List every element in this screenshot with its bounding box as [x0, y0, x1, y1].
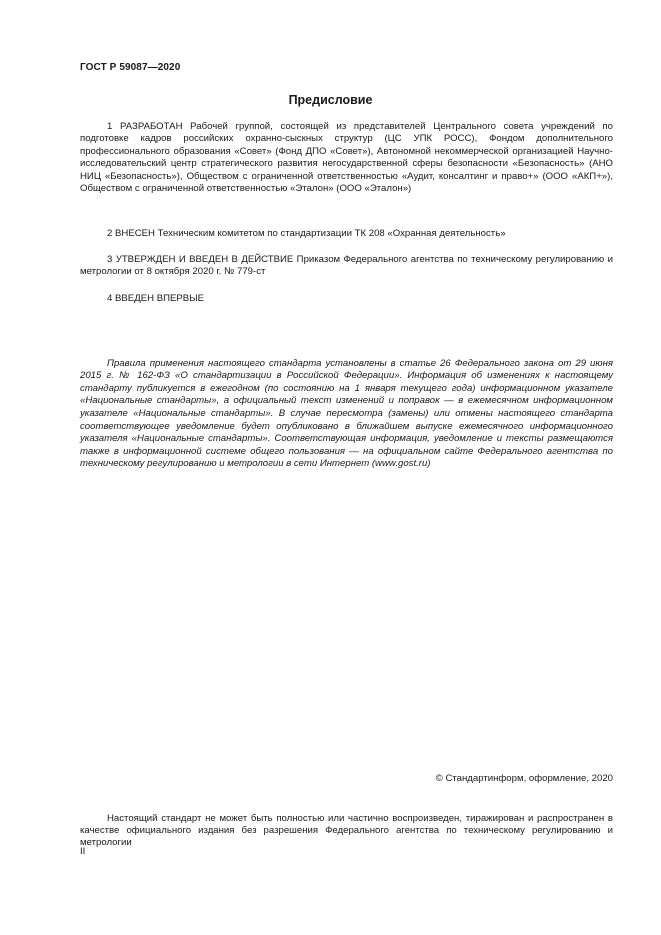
preface-item-2: [80, 228, 613, 240]
preface-item-text: 3 УТВЕРЖДЕН И ВВЕДЕН В ДЕЙСТВИЕ Приказом Федерального агентства по техническому регулированию и метрологии от 8 октября 2020 г. № 779-ст: [80, 254, 613, 278]
standard-id: ГОСТ Р 59087—2020: [80, 62, 181, 73]
page-title: Предисловие: [288, 93, 373, 107]
preface-item-4: [80, 293, 613, 305]
copyright-line: © Стандартинформ, оформление, 2020: [435, 773, 613, 784]
usage-notice: Правила применения настоящего стандарта установлены в статье 26 Федерального закона от 29 июня 2015 г. № 162-ФЗ «О стандартизации в Российской Федерации». Информация об изменениях к настоящему стандарту публикуется в ежегодном (по состоянию на 1 января текущего года) информационном указателе «Национальные стандарты», а официальный текст изменений и поправок — в ежемесячном информационном указателе «Национальные стандарты». В случае пересмотра (замены) или отмены настоящего стандарта соответствующее уведомление будет опубликовано в ближайшем выпуске ежемесячного информационного указателя «Национальные стандарты». Соответствующая информация, уведомление и тексты размещаются также в информационной системе общего пользования — на официальном сайте Федерального агентства по техническому регулированию и метрологии в сети Интернет (www.gost.ru): [80, 357, 613, 470]
preface-item-text: 1 РАЗРАБОТАН Рабочей группой, состоящей из представителей Центрального совета учреждений по подготовке кадров российских охранно-сыскных структур (ЦС УПК РОСС), Фондом дополнительного профессионального образования «Совет» (Фонд ДПО «Совет»), Автономной некоммерческой организацией Научно-исследовательский центр стратегического развития негосударственной сферы безопасности «Безопасность» (АНО НИЦ «Безопасность»), Обществом с ограниченной ответственностью «Аудит, консалтинг и право+» (ООО «АКП+»), Обществом с ограниченной ответственностью «Эталон» (ООО «Эталон»): [80, 121, 613, 195]
preface-item-1: [80, 121, 613, 195]
preface-item-text: 2 ВНЕСЕН Техническим комитетом по стандартизации ТК 208 «Охранная деятельность»: [107, 228, 506, 239]
page-number: II: [80, 846, 86, 857]
preface-item-text: 4 ВВЕДЕН ВПЕРВЫЕ: [107, 293, 205, 304]
reproduction-notice: Настоящий стандарт не может быть полностью или частично воспроизведен, тиражирован и распространен в качестве официального издания без разрешения Федерального агентства по техническому регулированию и метрологии: [80, 812, 613, 849]
preface-item-3: [80, 254, 613, 279]
